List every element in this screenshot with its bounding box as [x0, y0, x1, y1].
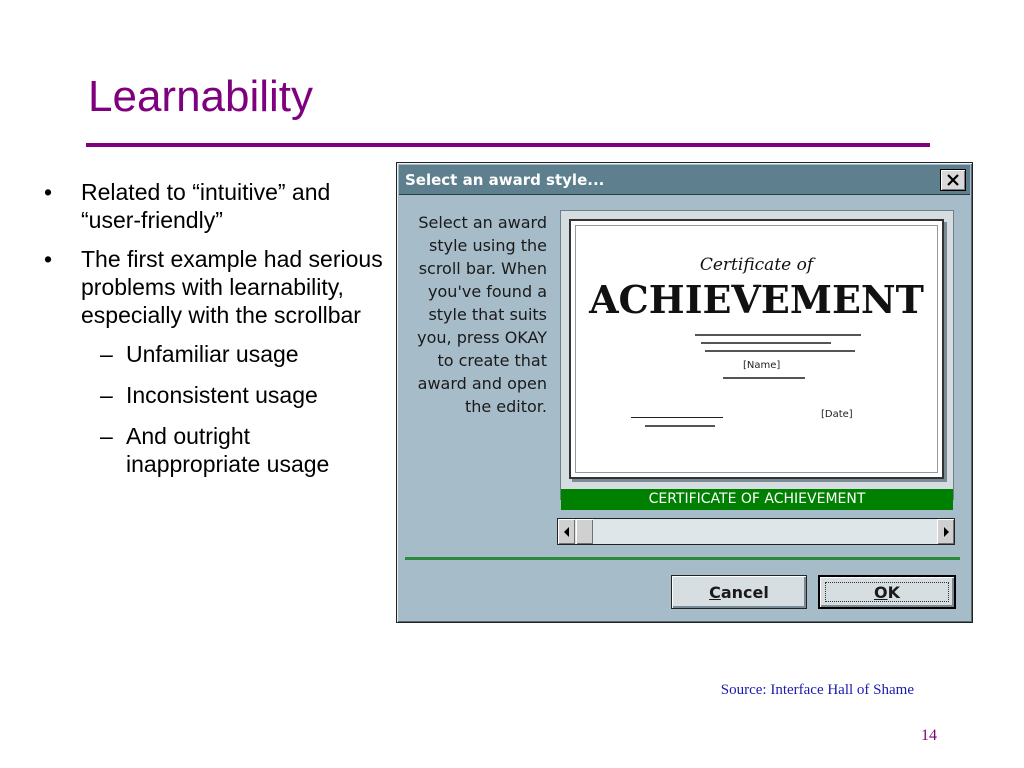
bullet-text: Related to “intuitive” and “user-friendly” — [81, 179, 331, 233]
fine-print-line — [705, 350, 855, 352]
sub-bullet-text: And outright inappropriate usage — [126, 423, 330, 477]
fine-print-line — [695, 334, 861, 336]
cancel-button[interactable] — [671, 575, 807, 609]
bullet-item — [40, 178, 390, 234]
award-preview — [560, 210, 954, 500]
sub-bullet-item — [40, 381, 390, 409]
instructions-text: Select an award style using the scroll bar. When you've found a style that suits you, press OKAY to create that award and open the editor. — [417, 213, 547, 416]
scroll-right-button[interactable] — [937, 519, 954, 544]
bullet-list — [40, 178, 390, 491]
style-scrollbar[interactable] — [557, 518, 955, 545]
signature-line — [631, 417, 723, 418]
bullet-text: The first example had serious problems with learnability, especially with the scrollbar — [81, 246, 383, 328]
arrow-right-icon — [942, 527, 950, 537]
certificate-script-line: Certificate of — [699, 255, 814, 275]
close-button[interactable] — [940, 169, 966, 191]
certificate-date-field: [Date] — [821, 409, 853, 420]
slide-title: Learnability — [88, 72, 314, 121]
ok-button-label: OK — [873, 582, 900, 602]
sub-bullet-dash: – — [100, 341, 113, 367]
sub-bullet-item — [40, 340, 390, 368]
fine-print-line — [645, 425, 715, 427]
scroll-thumb[interactable] — [576, 519, 593, 544]
fine-print-line — [723, 377, 805, 379]
sub-bullet-dash: – — [100, 423, 113, 449]
fine-print-line — [701, 342, 831, 344]
sub-bullet-text: Inconsistent usage — [126, 382, 318, 408]
award-style-dialog — [396, 162, 973, 623]
page-number: 14 — [921, 727, 937, 744]
bullet-item — [40, 245, 390, 329]
close-icon — [946, 174, 960, 186]
certificate-preview — [569, 219, 944, 479]
source-credit: Source: Interface Hall of Shame — [720, 682, 914, 698]
sub-bullet-dash: – — [100, 382, 113, 408]
dialog-title: Select an award style... — [405, 171, 605, 189]
sub-bullet-item — [40, 422, 390, 478]
ok-button[interactable] — [818, 575, 956, 609]
style-name-label: CERTIFICATE OF ACHIEVEMENT — [561, 489, 953, 510]
arrow-left-icon — [563, 527, 571, 537]
certificate-heading: ACHIEVEMENT — [589, 277, 924, 322]
dialog-divider — [405, 557, 960, 560]
title-divider — [86, 143, 930, 147]
dialog-titlebar[interactable] — [399, 165, 970, 195]
scroll-left-button[interactable] — [558, 519, 575, 544]
certificate-name-field: [Name] — [743, 360, 781, 371]
sub-bullet-text: Unfamiliar usage — [126, 341, 299, 367]
bullet-dot: • — [44, 179, 53, 205]
cancel-button-label: Cancel — [709, 582, 769, 602]
bullet-dot: • — [44, 246, 53, 272]
